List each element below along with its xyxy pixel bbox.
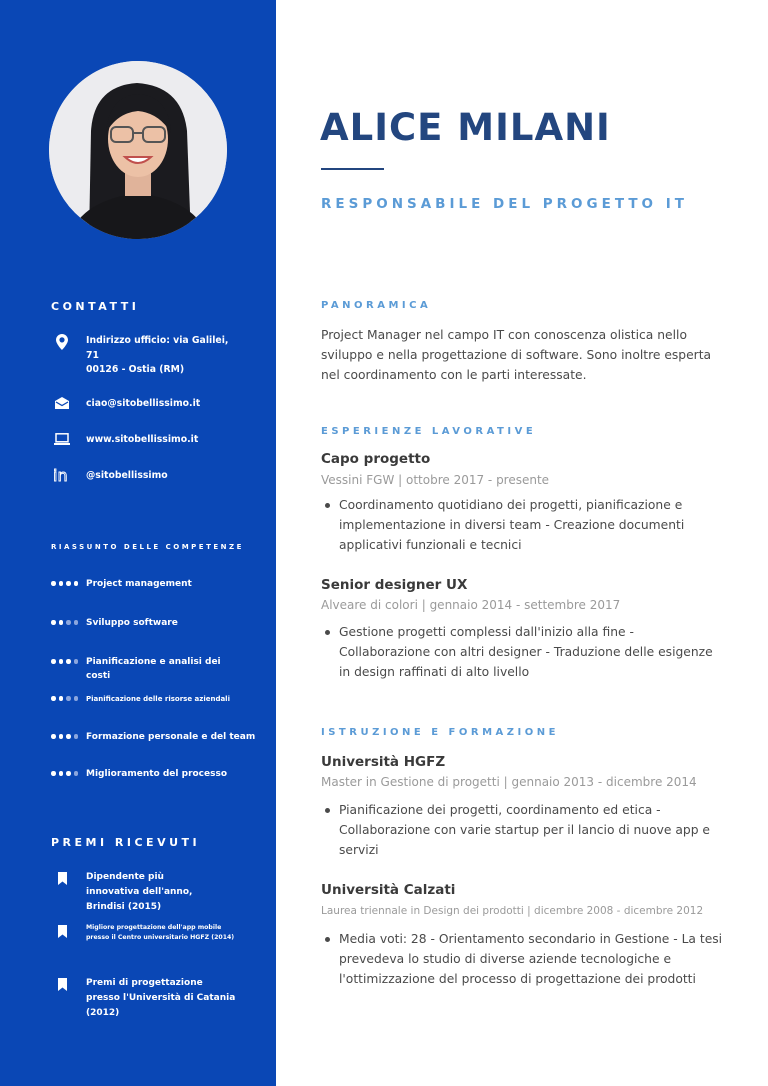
contacts-heading: CONTATTI — [51, 300, 140, 313]
contact-email[interactable] — [51, 397, 251, 412]
skill-label: Miglioramento del processo — [86, 769, 228, 779]
job-title: Senior designer UX — [321, 577, 468, 593]
overview-heading: PANORAMICA — [321, 300, 432, 311]
job-title: Capo progetto — [321, 451, 431, 467]
award-text: Premi di progettazione presso l'Università di Catania (2012) — [86, 978, 236, 1018]
education-heading: ISTRUZIONE E FORMAZIONE — [321, 727, 559, 738]
bookmark-icon — [51, 923, 73, 938]
avatar — [49, 61, 227, 239]
contact-website-text: www.sitobellissimo.it — [86, 434, 199, 445]
location-pin-icon — [51, 334, 73, 350]
skill-level — [51, 655, 81, 664]
skill-item — [51, 767, 261, 781]
award-text: Migliore progettazione dell'app mobile presso il Centro universitario HGFZ (2014) — [86, 924, 235, 941]
award-item — [51, 976, 251, 1021]
contact-address-text: Indirizzo ufficio: via Galilei, 71 00126 - Ostia (RM) — [86, 335, 229, 375]
job-bullet: Gestione progetti complessi dall'inizio alla fine - Collaborazione con altri designer - Traduzione delle esigenze in design raffinati di alto livello — [339, 622, 724, 682]
education-title: Università Calzati — [321, 882, 456, 898]
contact-address — [51, 334, 251, 378]
skill-level — [51, 767, 81, 776]
skill-level — [51, 616, 81, 625]
skill-level — [51, 694, 81, 701]
skill-label: Project management — [86, 579, 192, 589]
svg-text:in: in — [53, 467, 68, 483]
contact-linkedin[interactable] — [51, 467, 251, 484]
awards-heading: PREMI RICEVUTI — [51, 836, 201, 849]
contact-email-text: ciao@sitobellissimo.it — [86, 398, 201, 409]
education-title: Università HGFZ — [321, 754, 446, 770]
award-text: Dipendente più innovativa dell'anno, Brindisi (2015) — [86, 872, 193, 912]
title-divider — [321, 168, 384, 170]
award-item — [51, 923, 251, 943]
education-subtitle: Master in Gestione di progetti | gennaio 2013 - dicembre 2014 — [321, 775, 697, 789]
education-subtitle: Laurea triennale in Design dei prodotti | dicembre 2008 - dicembre 2012 — [321, 905, 704, 917]
award-item — [51, 870, 251, 915]
contact-linkedin-text: @sitobellissimo — [86, 470, 168, 481]
skill-level — [51, 730, 81, 739]
person-name: ALICE MILANI — [320, 106, 611, 149]
skill-item — [51, 655, 261, 683]
experience-heading: ESPERIENZE LAVORATIVE — [321, 426, 537, 437]
job-subtitle: Alveare di colori | gennaio 2014 - settembre 2017 — [321, 598, 621, 612]
skill-item — [51, 694, 261, 704]
laptop-icon — [51, 433, 73, 445]
bookmark-icon — [51, 976, 73, 991]
skills-heading: RIASSUNTO DELLE COMPETENZE — [51, 543, 244, 551]
skill-label: Pianificazione delle risorse aziendali — [86, 695, 230, 703]
skill-item — [51, 616, 261, 630]
skill-item — [51, 577, 261, 591]
bookmark-icon — [51, 870, 73, 885]
mail-icon — [51, 397, 73, 409]
skill-label: Sviluppo software — [86, 618, 178, 628]
skill-level — [51, 577, 81, 586]
job-role: RESPONSABILE DEL PROGETTO IT — [321, 196, 688, 212]
sidebar — [0, 0, 276, 1086]
profile-photo — [49, 61, 227, 239]
skill-label: Pianificazione e analisi dei costi — [86, 657, 221, 681]
education-bullet: Media voti: 28 - Orientamento secondario in Gestione - La tesi prevedeva lo studio di diverse aziende tecnologiche e l'ottimizzazione del processo di progettazione dei prodotti — [339, 929, 724, 989]
contact-website[interactable] — [51, 433, 251, 448]
education-bullet: Pianificazione dei progetti, coordinamento ed etica - Collaborazione con varie startup per il lancio di nuove app e servizi — [339, 800, 724, 860]
skill-label: Formazione personale e del team — [86, 732, 256, 742]
job-subtitle: Vessini FGW | ottobre 2017 - presente — [321, 473, 550, 487]
job-bullet: Coordinamento quotidiano dei progetti, pianificazione e implementazione in diversi team - Creazione documenti applicativi funzionali e tecnici — [339, 495, 724, 555]
overview-text: Project Manager nel campo IT con conoscenza olistica nello sviluppo e nella progettazione di software. Sono inoltre esperta nel coordinamento con le parti interessate. — [321, 328, 712, 382]
linkedin-icon — [51, 467, 73, 483]
skill-item — [51, 730, 261, 744]
